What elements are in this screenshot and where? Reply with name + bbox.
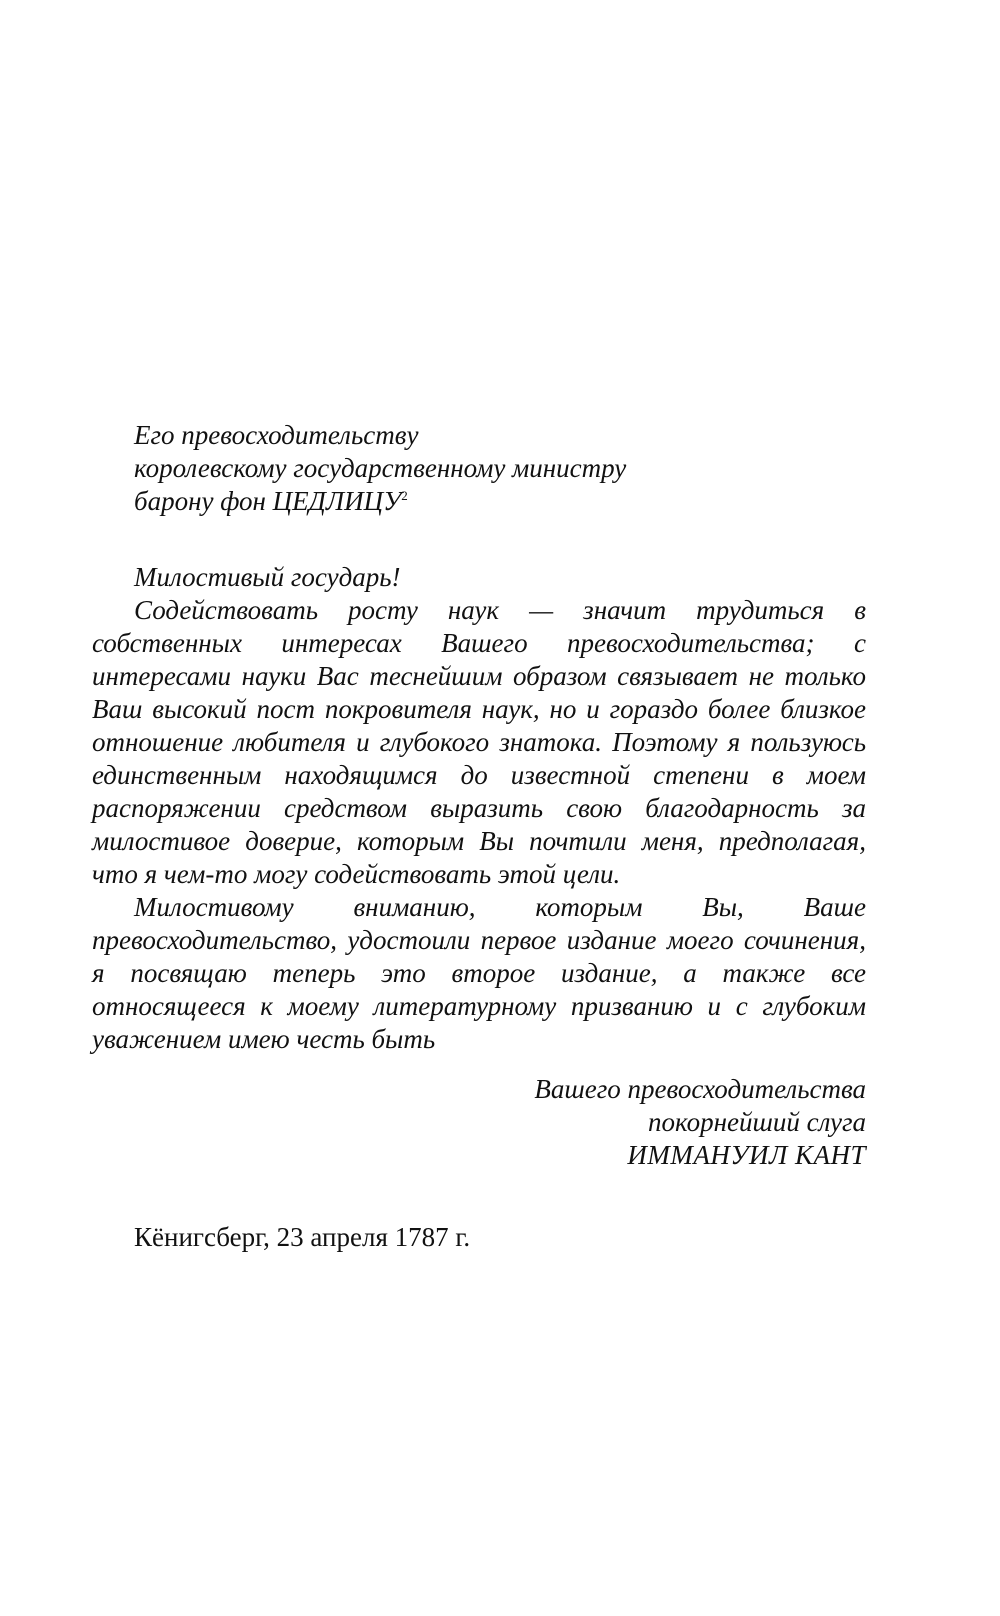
dedication-addressee: барону фон ЦЕДЛИЦУ [134, 486, 402, 516]
dedication-line-2: королевскому государственному министру [134, 453, 627, 483]
place-and-date: Кёнигсберг, 23 апреля 1787 г. [134, 1222, 471, 1252]
signature-name: ИММАНУИЛ КАНТ [627, 1140, 866, 1170]
signature-line-1: Вашего превосходительства [534, 1074, 866, 1104]
signature-block [366, 1073, 866, 1172]
paragraph-2: Милостивому вниманию, которым Вы, Ваше превосходительство, удостоили первое издание моего сочинения, я посвящаю теперь это второе издание, а также все относящееся к моему литературному призванию и с глубоким уважением имею честь быть [92, 892, 866, 1054]
signature-line-2: покорнейший слуга [647, 1107, 866, 1137]
salutation: Милостивый государь! [134, 562, 401, 592]
letter-body [92, 594, 866, 1056]
dedication-line-3 [134, 485, 874, 518]
dedication-block [134, 419, 874, 518]
dedication-line-1: Его превосходительству [134, 420, 419, 450]
footnote-mark: 2 [401, 488, 408, 503]
paragraph-1: Содействовать росту наук — значит трудиться в собственных интересах Вашего превосходительства; с интересами науки Вас теснейшим образом связывает не только Ваш высокий пост покровителя наук, но и гораздо более близкое отношение любителя и глубокого знатока. Поэтому я пользуюсь единственным находящимся до известной степени в моем распоряжении средством выразить свою благодарность за милостивое доверие, которым Вы почтили меня, предполагая, что я чем-то могу содействовать этой цели. [92, 595, 866, 889]
